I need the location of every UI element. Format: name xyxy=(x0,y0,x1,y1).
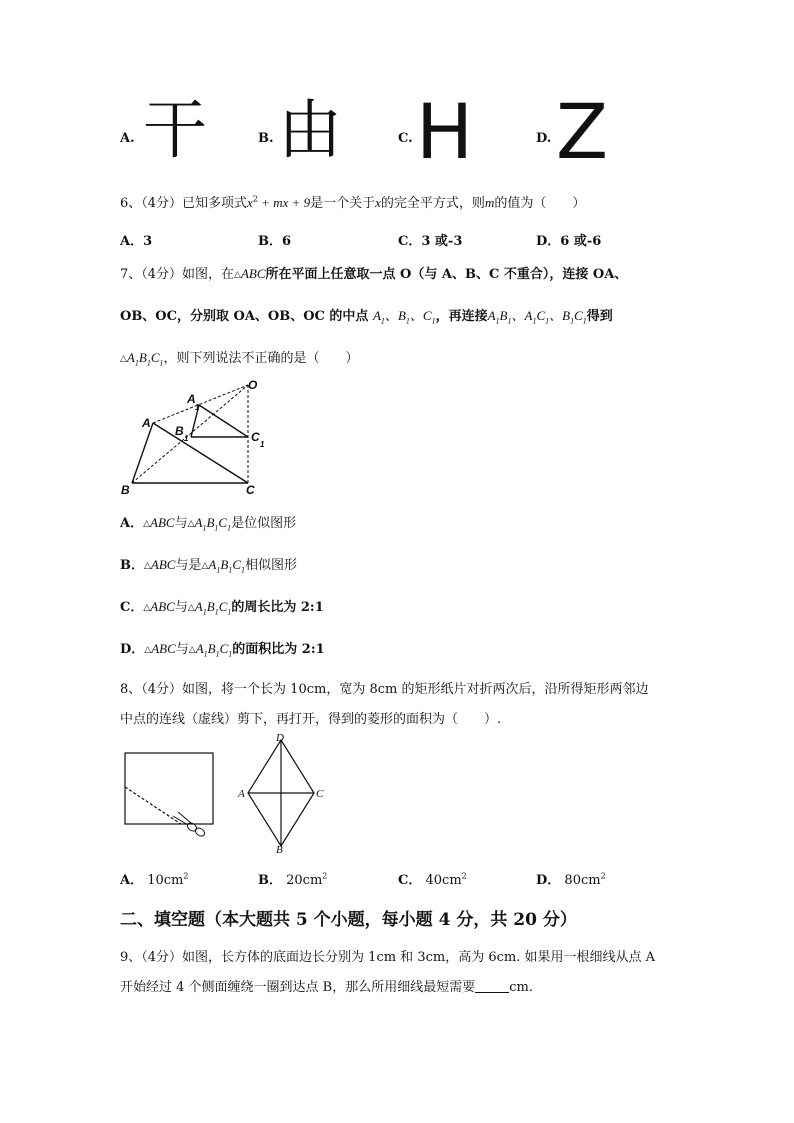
q8-figure xyxy=(118,730,338,855)
label-d: D xyxy=(276,732,284,744)
label-b1-sub: 1 xyxy=(184,434,189,443)
q5-option-b-label: B. xyxy=(258,131,274,146)
q5-option-d-label: D. xyxy=(536,131,552,146)
label-b: B xyxy=(121,483,130,497)
q6-option-a: A．3 xyxy=(120,234,153,249)
label-a1: A xyxy=(187,392,196,406)
q6-option-d: D．6 或-6 xyxy=(536,234,602,249)
q6-expr-sup: 2 xyxy=(252,194,258,204)
q5-option-a-label: A. xyxy=(120,131,135,146)
q5-option-c-label: C. xyxy=(398,131,413,146)
label-c1: C xyxy=(251,430,260,444)
triangle-symbol: △ xyxy=(234,270,241,280)
q9-line1: 9、（4分）如图，长方体的底面边长分别为 1cm 和 3cm，高为 6cm. 如果用一根细线从点 A xyxy=(120,950,655,965)
q6-option-c: C．3 或-3 xyxy=(398,234,463,249)
scissors-icon xyxy=(173,812,206,838)
q7-line1-b: 所在平面上任意取一点 O（与 A、B、C 不重合），连接 OA、 xyxy=(265,267,628,282)
q6-stem xyxy=(120,192,585,211)
q7-tri-a1b1c1: $A_1B_1C_1$ xyxy=(126,350,164,368)
label-c1-sub: 1 xyxy=(260,440,265,449)
q6-var-x: x xyxy=(375,195,381,210)
label-b1: B xyxy=(175,424,184,438)
q5-option-a-glyph: 干 xyxy=(143,94,207,168)
q6-suffix: 的值为（ ） xyxy=(494,196,586,211)
section-heading: 二、填空题（本大题共 5 个小题，每小题 4 分，共 20 分） xyxy=(120,910,577,930)
q8-option-a: A． $10cm^2$ xyxy=(120,871,189,888)
label-b: B xyxy=(276,844,283,855)
rhombus xyxy=(248,740,314,846)
q7-option-d: D．△ABC与$\triangle A_1B_1C_1$的面积比为 2:1 xyxy=(120,641,325,659)
q7-line2-c: 得到 xyxy=(586,309,613,324)
q9-line2 xyxy=(120,976,533,995)
label-c: C xyxy=(246,483,255,497)
q8-option-b: B． $20cm^2$ xyxy=(258,871,328,888)
q7-option-a: A．△ABC与$\triangle A_1B_1C_1$是位似图形 xyxy=(120,515,297,533)
q7-segments: $A_1B_1$、$A_1C_1$、$B_1C_1$ xyxy=(487,308,587,326)
q6-middle2: 的完全平方式，则 xyxy=(380,196,485,211)
q7-option-c: C．△ABC与$\triangle A_1B_1C_1$的周长比为 2:1 xyxy=(120,599,324,617)
q7-line3-text: ，则下列说法不正确的是（ ） xyxy=(163,351,359,366)
q7-line1-a: 7、（4分）如图，在 xyxy=(120,267,235,282)
answer-blank[interactable] xyxy=(475,980,509,993)
label-c: C xyxy=(316,788,324,800)
q6-expr-rest: + mx + 9 xyxy=(257,195,311,210)
q6-var-m: m xyxy=(484,195,495,210)
folded-rectangle xyxy=(125,753,213,824)
q6-option-b: B．6 xyxy=(258,234,292,249)
label-a1-sub: 1 xyxy=(195,403,200,412)
q8-option-c: C． $40cm^2$ xyxy=(398,871,467,888)
q9-line2-a: 开始经过 4 个侧面缠绕一圈到达点 B，那么所用细线最短需要 xyxy=(120,980,476,995)
q5-option-b-glyph: 由 xyxy=(278,94,342,168)
q6-middle: 是一个关于 xyxy=(310,196,376,211)
q6-prefix: 6、（4分）已知多项式 xyxy=(120,196,248,211)
q7-line2-b: ，再连接 xyxy=(435,309,488,324)
q5-option-d-glyph: Z xyxy=(556,87,609,176)
q7-option-b: B．△ABC与是$\triangle A_1B_1C_1$相似图形 xyxy=(120,557,298,575)
q8-option-d: D． $80cm^2$ xyxy=(536,871,606,888)
q7-line2 xyxy=(120,305,613,326)
q6-expr-x: x xyxy=(247,195,253,210)
q7-line3 xyxy=(120,347,359,368)
q7-figure xyxy=(115,375,275,500)
label-a: A xyxy=(142,416,151,430)
q5-option-c-glyph: H xyxy=(416,87,474,176)
q8-line1: 8、（4分）如图，将一个长为 10cm，宽为 8cm 的矩形纸片对折两次后，沿所得矩形两邻边 xyxy=(120,682,649,697)
q7-line2-a: OB、OC，分别取 OA、OB、OC 的中点 xyxy=(120,309,369,324)
q7-abc: ABC xyxy=(240,266,266,281)
label-o: O xyxy=(248,378,258,392)
q7-line1 xyxy=(120,263,627,282)
q9-line2-b: cm. xyxy=(509,980,533,995)
q7-midpoints: $A_1$、$B_1$、$C_1$ xyxy=(372,308,436,326)
q8-line2: 中点的连线（虚线）剪下，再打开，得到的菱形的面积为（ ）. xyxy=(120,712,502,727)
label-a: A xyxy=(238,788,245,800)
triangle-symbol: △ xyxy=(120,354,127,364)
